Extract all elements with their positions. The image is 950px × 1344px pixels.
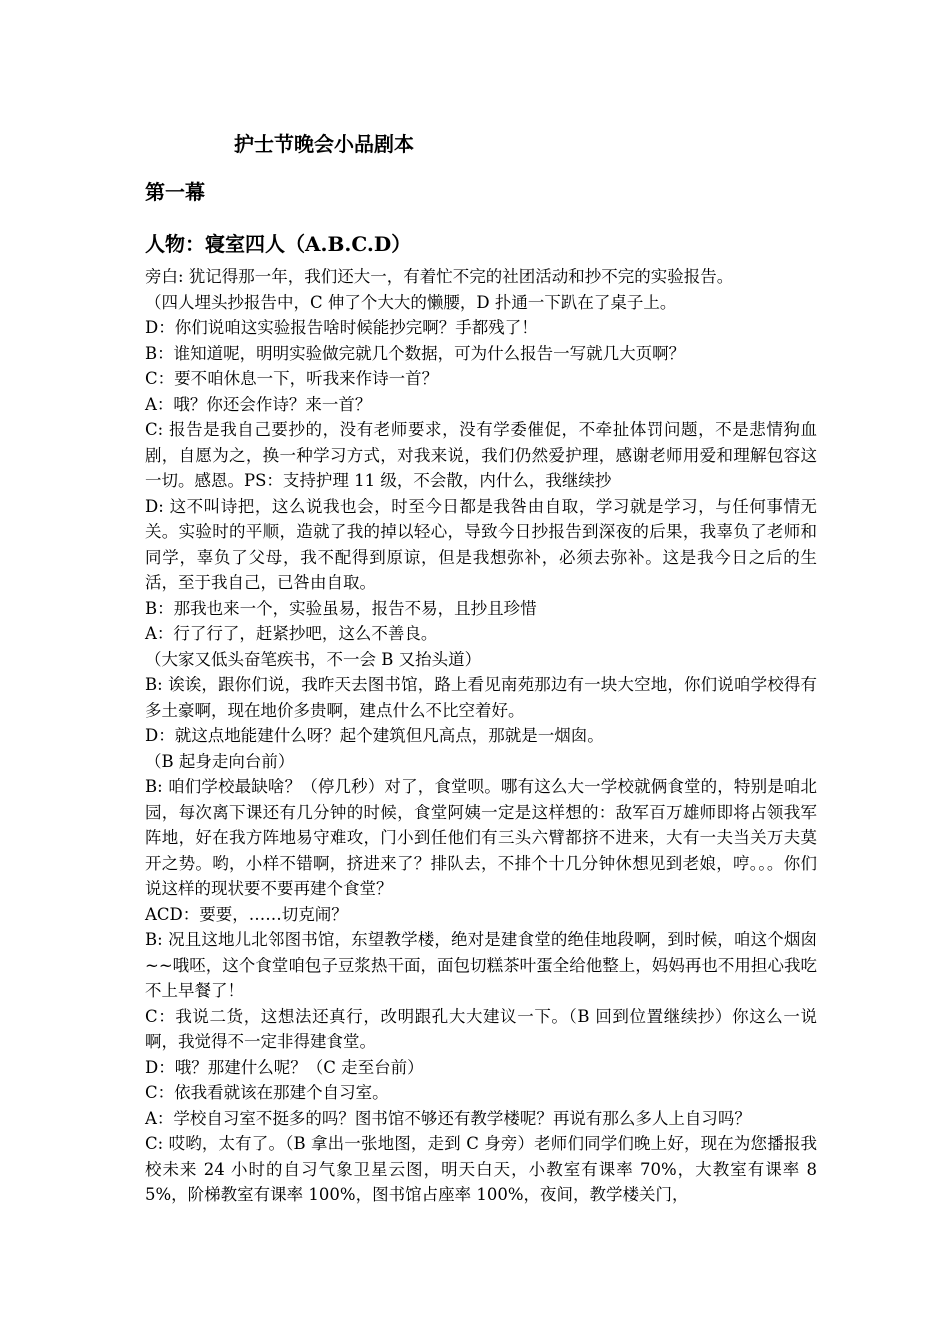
- stage-direction: （大家又低头奋笔疾书，不一会 B 又抬头道）: [145, 649, 482, 669]
- script-line: C：依我看就该在那建个自习室。: [145, 1083, 389, 1102]
- script-line: A：行了行了，赶紧抄吧，这么不善良。: [145, 624, 438, 643]
- script-line: A：学校自习室不挺多的吗？图书馆不够还有教学楼呢？再说有那么多人上自习吗？: [145, 1108, 751, 1128]
- script-line: B: 咱们学校最缺啥？（停几秒）对了，食堂呗。哪有这么大一学校就俩食堂的，特别是咱北园，每次离下课还有几分钟的时候，食堂阿姨一定是这样想的：敌军百万雄师即将占领我军阵地，好在我方阵地易守难攻，门小到任他们有三头六臂都挤不进来，大有一夫当关万夫莫开之势。哟，小样不错啊，挤进来了？排队去，不排个十几分钟休想见到老娘，哼。。。你们说这样的现状要不要再建个食堂？: [145, 777, 817, 898]
- script-line: C: 报告是我自己要抄的，没有老师要求，没有学委催促，不牵扯体罚问题，不是悲情狗血剧，自愿为之，换一种学习方式，对我来说，我们仍然爱护理，感谢老师用爱和理解包容这一切。感恩。PS：支持护理 11 级，不会散，内什么，我继续抄: [145, 420, 817, 490]
- act-heading: 第一幕: [145, 180, 205, 204]
- characters-heading: 人物：寝室四人（A.B.C.D）: [145, 232, 412, 256]
- script-line: ACD：要要，……切克闹？: [145, 904, 348, 924]
- stage-direction: （B 起身走向台前）: [145, 751, 295, 771]
- document-title: 护士节晚会小品剧本: [234, 132, 414, 156]
- script-line: D：哦？那建什么呢？（C 走至台前）: [145, 1057, 424, 1077]
- script-line: B：那我也来一个，实验虽易，报告不易，且抄且珍惜: [145, 598, 537, 618]
- script-line: B: 诶诶，跟你们说，我昨天去图书馆，路上看见南苑那边有一块大空地，你们说咱学校得有多土豪啊，现在地价多贵啊，建点什么不比空着好。: [145, 675, 817, 720]
- script-line: D：你们说咱这实验报告啥时候能抄完啊？手都残了！: [145, 318, 538, 337]
- stage-direction: （四人埋头抄报告中，C 伸了个大大的懒腰，D 扑通一下趴在了桌子上。: [145, 292, 677, 312]
- script-line: C: 哎哟，太有了。（B 拿出一张地图，走到 C 身旁）老师们同学们晚上好，现在为您播报我校未来 24 小时的自习气象卫星云图，明天白天，小教室有课率 70%，大教室有课率 85%，阶梯教室有课率 100%，图书馆占座率 100%，夜间，教学楼关门，: [145, 1134, 817, 1204]
- script-line: B: 况且这地儿北邻图书馆，东望教学楼，绝对是建食堂的绝佳地段啊，到时候，咱这个烟囱~~哦呸，这个食堂咱包子豆浆热干面，面包切糕茶叶蛋全给他整上，妈妈再也不用担心我吃不上早餐了！: [145, 930, 817, 1000]
- script-line: A：哦？你还会作诗？来一首？: [145, 394, 372, 414]
- script-line: D：就这点地能建什么呀？起个建筑但凡高点，那就是一烟囱。: [145, 726, 604, 745]
- script-line: B：谁知道呢，明明实验做完就几个数据，可为什么报告一写就几大页啊？: [145, 343, 686, 363]
- script-line: C：我说二货，这想法还真行，改明跟孔大大建议一下。（B 回到位置继续抄）你这么一说啊，我觉得不一定非得建食堂。: [145, 1006, 817, 1051]
- script-body: [145, 264, 817, 1208]
- script-line: 旁白: 犹记得那一年，我们还大一，有着忙不完的社团活动和抄不完的实验报告。: [145, 267, 734, 286]
- script-line: C：要不咱休息一下，听我来作诗一首？: [145, 369, 439, 388]
- script-line: D: 这不叫诗把，这么说我也会，时至今日都是我咎由自取，学习就是学习，与任何事情无关。实验时的平顺，造就了我的掉以轻心，导致今日抄报告到深夜的后果，我辜负了老师和同学，辜负了父母，我不配得到原谅，但是我想弥补，必须去弥补。这是我今日之后的生活，至于我自己，已咎由自取。: [145, 496, 817, 592]
